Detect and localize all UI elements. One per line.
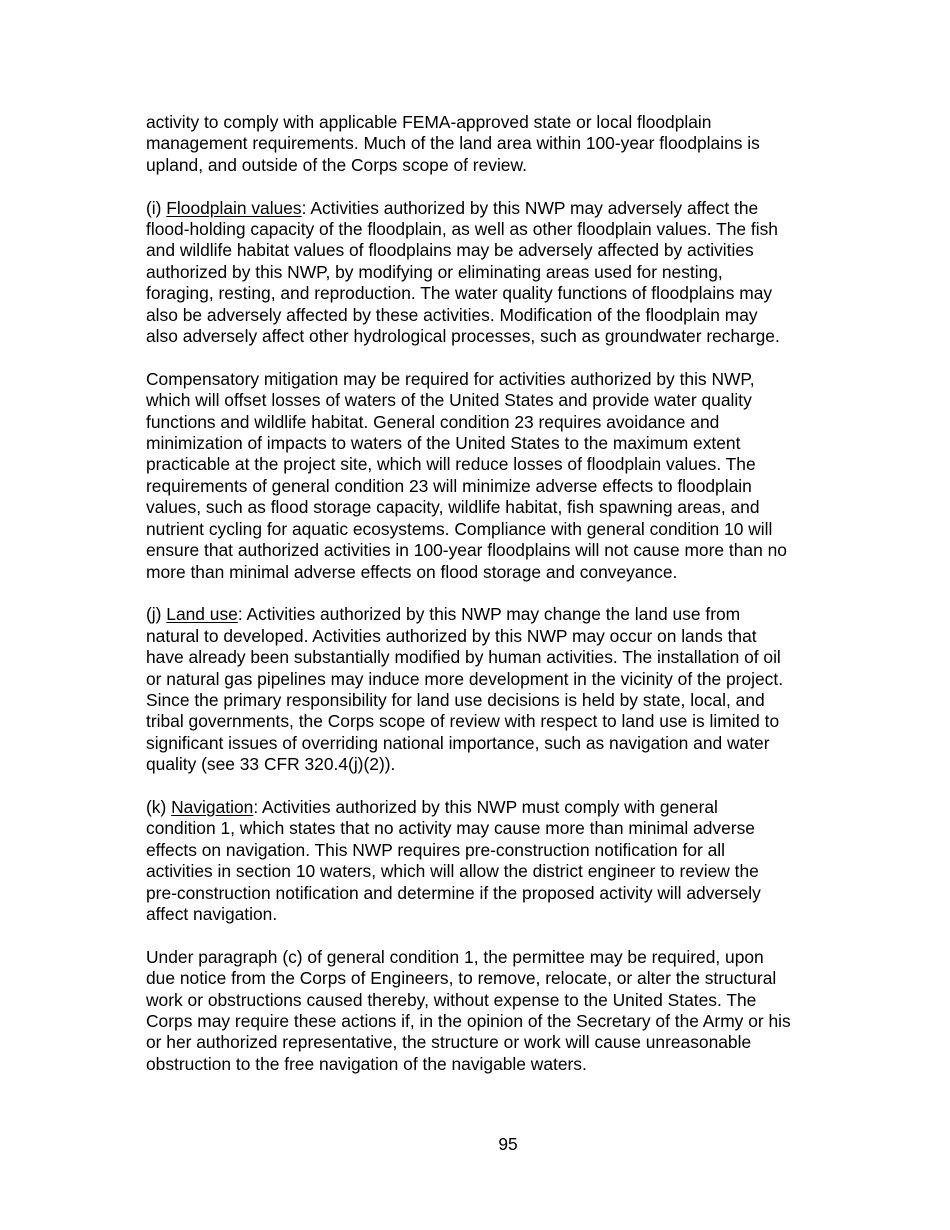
text-line: [146, 797, 846, 818]
paragraph-floodplain-values: [146, 198, 846, 348]
section-heading-land-use: Land use: [166, 604, 238, 625]
paragraph-floodplain-management: [146, 112, 846, 176]
text-line: requirements of general condition 23 will minimize adverse effects to floodplain: [146, 475, 752, 496]
text-fragment: : Activities authorized by this NWP may adversely affect the: [301, 197, 759, 218]
text-line: more than minimal adverse effects on flood storage and conveyance.: [146, 561, 678, 582]
text-line: or her authorized representative, the structure or work will cause unreasonable: [146, 1032, 752, 1053]
text-line: [146, 198, 846, 219]
text-line: [146, 604, 846, 625]
text-line: effects on navigation. This NWP requires pre-construction notification for all: [146, 839, 726, 860]
section-label-prefix: (j): [146, 604, 167, 625]
text-line: activity to comply with applicable FEMA-approved state or local floodplain: [146, 112, 712, 132]
text-line: values, such as flood storage capacity, wildlife habitat, fish spawning areas, and: [146, 497, 760, 518]
text-line: work or obstructions caused thereby, without expense to the United States. The: [146, 989, 757, 1010]
text-line: due notice from the Corps of Engineers, to remove, relocate, or alter the structural: [146, 968, 777, 989]
text-line: practicable at the project site, which will reduce losses of floodplain values. The: [146, 454, 756, 475]
section-label-prefix: (k): [146, 796, 172, 817]
document-body: [146, 112, 846, 1097]
text-line: affect navigation.: [146, 903, 278, 924]
text-line: have already been substantially modified by human activities. The installation of oil: [146, 647, 781, 668]
text-line: pre-construction notification and determine if the proposed activity will adversely: [146, 882, 761, 903]
text-line: functions and wildlife habitat. General condition 23 requires avoidance and: [146, 411, 720, 432]
text-line: quality (see 33 CFR 320.4(j)(2)).: [146, 754, 396, 775]
text-line: natural to developed. Activities authorized by this NWP may occur on lands that: [146, 625, 757, 646]
text-line: which will offset losses of waters of the United States and provide water quality: [146, 390, 752, 411]
paragraph-compensatory-mitigation: [146, 369, 846, 583]
paragraph-general-condition-1: [146, 947, 846, 1075]
text-line: foraging, resting, and reproduction. The water quality functions of floodplains may: [146, 283, 773, 304]
section-heading-navigation: Navigation: [171, 796, 254, 817]
text-line: condition 1, which states that no activity may cause more than minimal adverse: [146, 818, 755, 839]
text-line: flood-holding capacity of the floodplain, as well as other floodplain values. The fish: [146, 219, 778, 240]
text-line: Under paragraph (c) of general condition 1, the permittee may be required, upon: [146, 946, 764, 967]
text-line: Compensatory mitigation may be required for activities authorized by this NWP,: [146, 368, 755, 389]
text-line: Since the primary responsibility for land use decisions is held by state, local, and: [146, 689, 765, 710]
text-line: and wildlife habitat values of floodplains may be adversely affected by activities: [146, 240, 754, 261]
text-line: ensure that authorized activities in 100-year floodplains will not cause more than no: [146, 540, 787, 561]
section-label-prefix: (i): [146, 197, 167, 218]
text-line: Corps may require these actions if, in the opinion of the Secretary of the Army or his: [146, 1010, 791, 1031]
text-line: also be adversely affected by these activities. Modification of the floodplain may: [146, 304, 758, 325]
text-line: obstruction to the free navigation of the navigable waters.: [146, 1053, 587, 1074]
text-line: authorized by this NWP, by modifying or eliminating areas used for nesting,: [146, 261, 723, 282]
text-line: significant issues of overriding national importance, such as navigation and water: [146, 732, 770, 753]
text-line: also adversely affect other hydrological processes, such as groundwater recharge.: [146, 326, 780, 347]
text-line: nutrient cycling for aquatic ecosystems. Compliance with general condition 10 will: [146, 518, 773, 539]
paragraph-land-use: [146, 604, 846, 775]
text-line: upland, and outside of the Corps scope of review.: [146, 154, 527, 175]
page-number: 95: [498, 1134, 518, 1154]
text-line: management requirements. Much of the land area within 100-year floodplains is: [146, 133, 760, 154]
text-line: activities in section 10 waters, which will allow the district engineer to review the: [146, 861, 759, 882]
section-heading-floodplain-values: Floodplain values: [166, 197, 302, 218]
text-fragment: : Activities authorized by this NWP must comply with general: [253, 796, 718, 817]
text-line: minimization of impacts to waters of the United States to the maximum extent: [146, 433, 741, 454]
text-line: or natural gas pipelines may induce more development in the vicinity of the project.: [146, 668, 784, 689]
text-fragment: : Activities authorized by this NWP may change the land use from: [237, 604, 741, 625]
paragraph-navigation: [146, 797, 846, 925]
text-line: tribal governments, the Corps scope of review with respect to land use is limited to: [146, 711, 780, 732]
